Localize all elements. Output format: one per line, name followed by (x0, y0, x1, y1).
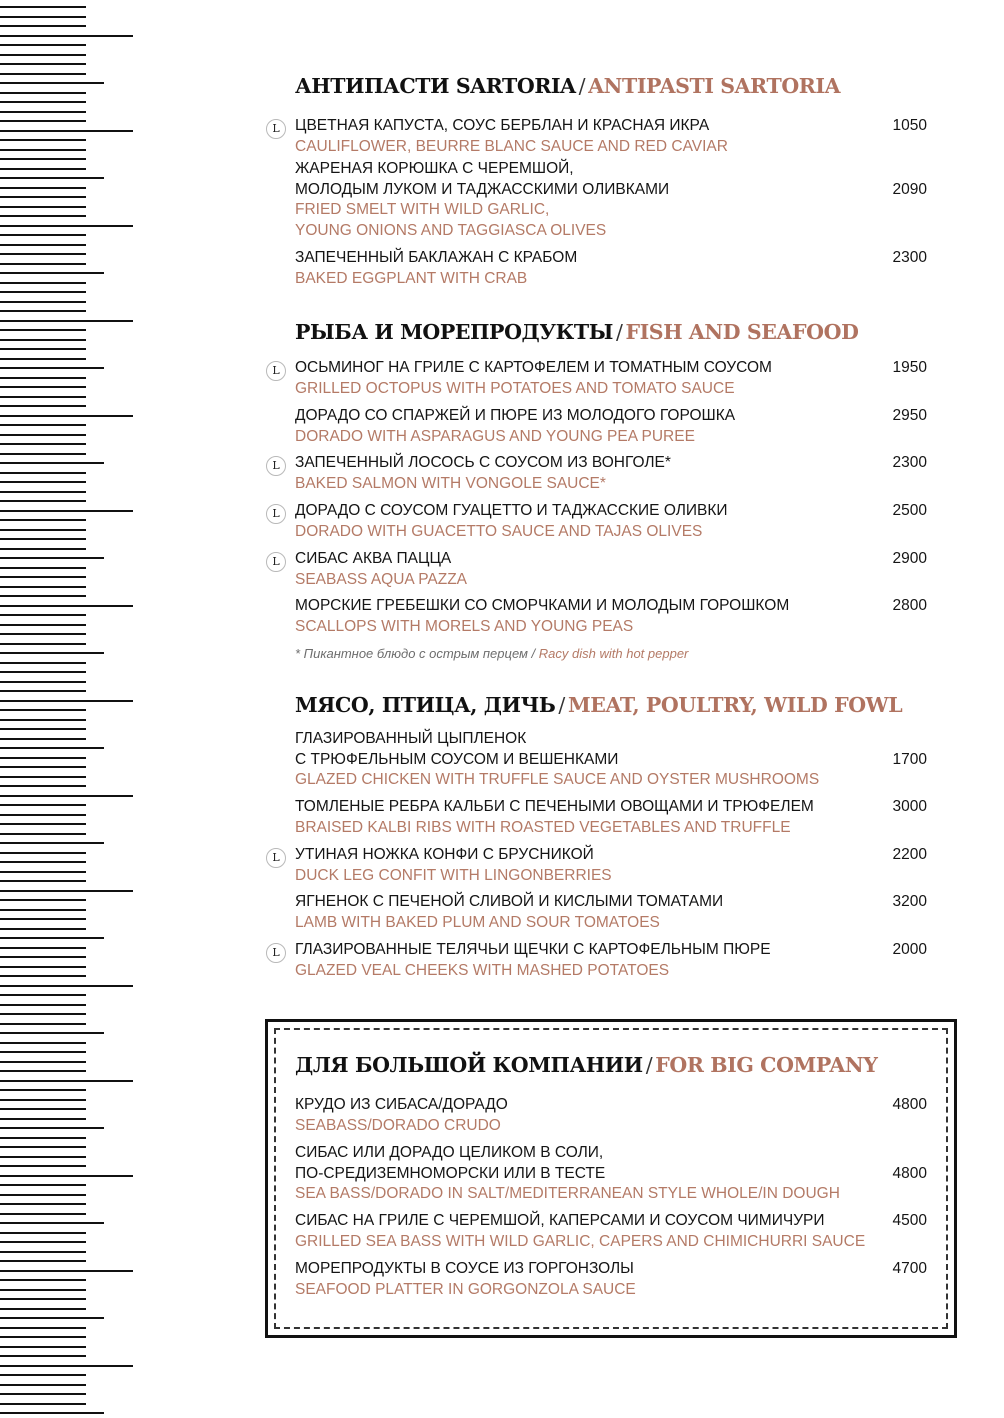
stripe-line (0, 367, 104, 369)
section-title (295, 71, 935, 101)
stripe-line (0, 263, 86, 265)
stripe-line (0, 595, 86, 597)
stripe-line (0, 899, 86, 901)
section-title (295, 690, 935, 720)
stripe-line (0, 130, 133, 132)
stripe-line (0, 1099, 86, 1101)
lenten-badge-icon: L (266, 361, 286, 381)
stripe-line (0, 434, 86, 436)
item-price: 2090 (892, 180, 927, 198)
stripe-line (0, 1327, 86, 1329)
item-price: 4500 (892, 1212, 927, 1229)
stripe-line (0, 329, 86, 331)
stripe-line (0, 358, 86, 360)
stripe-line (0, 652, 104, 654)
stripe-line (0, 44, 86, 46)
menu-section (272, 690, 935, 979)
menu-item (295, 892, 935, 933)
stripe-line (0, 985, 133, 987)
stripe-line (0, 1042, 86, 1044)
stripe-line (0, 1004, 86, 1006)
item-name-en: YOUNG ONIONS AND TAGGIASCA OLIVES (295, 222, 607, 240)
item-name-en: SEAFOOD PLATTER IN GORGONZOLA SAUCE (295, 1280, 636, 1298)
item-price: 3200 (892, 893, 927, 910)
item-name-en: DORADO WITH GUACETTO SAUCE AND TAJAS OLIVES (295, 522, 703, 540)
section-title-en: ANTIPASTI SARTORIA (588, 74, 841, 98)
menu-item (295, 1259, 935, 1300)
item-name-ru: ТОМЛЕНЫЕ РЕБРА КАЛЬБИ С ПЕЧЕНЫМИ ОВОЩАМИ И ТРЮФЕЛЕМ (295, 798, 814, 815)
title-separator: / (578, 74, 586, 98)
item-price: 2950 (892, 407, 927, 424)
stripe-line (0, 871, 86, 873)
stripe-line (0, 662, 86, 664)
stripe-line (0, 196, 86, 198)
stripe-line (0, 215, 86, 217)
item-name-en: GLAZED CHICKEN WITH TRUFFLE SAUCE AND OYSTER MUSHROOMS (295, 771, 820, 789)
stripe-line (0, 567, 86, 569)
item-name-ru: МОРСКИЕ ГРЕБЕШКИ СО СМОРЧКАМИ И МОЛОДЫМ ГОРОШКОМ (295, 597, 790, 614)
item-name-en: GRILLED SEA BASS WITH WILD GARLIC, CAPERS AND CHIMICHURRI SAUCE (295, 1232, 866, 1250)
menu-section (272, 317, 935, 661)
lenten-badge-icon: L (266, 456, 286, 476)
stripe-line (0, 757, 86, 759)
menu-item (295, 797, 935, 838)
lenten-badge-icon: L (266, 552, 286, 572)
stripe-line (0, 472, 86, 474)
stripe-line (0, 253, 86, 255)
stripe-line (0, 1289, 86, 1291)
item-name-ru: ЗАПЕЧЕННЫЙ ЛОСОСЬ С СОУСОМ ИЗ ВОНГОЛЕ* (295, 454, 671, 471)
stripe-line (0, 1232, 86, 1234)
item-name-ru: ДОРАДО С СОУСОМ ГУАЦЕТТО И ТАДЖАССКИЕ ОЛИВКИ (295, 502, 728, 519)
stripe-line (0, 557, 104, 559)
section-title-ru: ДЛЯ БОЛЬШОЙ КОМПАНИИ (295, 1053, 643, 1077)
section-title-en: FISH AND SEAFOOD (625, 320, 859, 344)
stripe-line (0, 614, 86, 616)
stripe-line (0, 1061, 86, 1063)
item-price: 4800 (892, 1096, 927, 1113)
item-name-ru: С ТРЮФЕЛЬНЫМ СОУСОМ И ВЕШЕНКАМИ (295, 750, 619, 768)
stripe-line (0, 1032, 104, 1034)
menu-item (272, 845, 935, 886)
stripe-line (0, 1374, 86, 1376)
item-name-ru: ГЛАЗИРОВАННЫЕ ТЕЛЯЧЬИ ЩЕЧКИ С КАРТОФЕЛЬНЫМ ПЮРЕ (295, 941, 771, 958)
stripe-line (0, 63, 86, 65)
stripe-line (0, 804, 86, 806)
stripe-line (0, 1137, 86, 1139)
item-name-en: GLAZED VEAL CHEEKS WITH MASHED POTATOES (295, 961, 670, 979)
stripe-line (0, 1317, 104, 1319)
stripe-line (0, 6, 86, 8)
stripe-line (0, 1194, 86, 1196)
stripe-line (0, 586, 86, 588)
menu-item (272, 501, 935, 542)
item-name-en: LAMB WITH BAKED PLUM AND SOUR TOMATOES (295, 913, 660, 931)
item-name-en: BAKED EGGPLANT WITH CRAB (295, 269, 528, 287)
stripe-line (0, 1013, 86, 1015)
item-name-ru: ЦВЕТНАЯ КАПУСТА, СОУС БЕРБЛАН И КРАСНАЯ ИКРА (295, 117, 710, 134)
stripe-line (0, 291, 86, 293)
stripe-line (0, 54, 86, 56)
stripe-line (0, 339, 86, 341)
stripe-line (0, 225, 133, 227)
stripe-line (0, 453, 86, 455)
stripe-line (0, 909, 86, 911)
menu-item (272, 116, 935, 157)
stripe-line (0, 101, 86, 103)
stripe-line (0, 947, 86, 949)
stripe-line (0, 405, 86, 407)
stripe-line (0, 1089, 86, 1091)
stripe-line (0, 975, 86, 977)
stripe-line (0, 139, 86, 141)
stripe-line (0, 1023, 86, 1025)
item-name-ru: ГЛАЗИРОВАННЫЙ ЦЫПЛЕНОК (295, 730, 527, 747)
item-name-ru: ДОРАДО СО СПАРЖЕЙ И ПЮРЕ ИЗ МОЛОДОГО ГОРОШКА (295, 407, 736, 424)
item-price: 4800 (892, 1164, 927, 1182)
stripe-line (0, 481, 86, 483)
stripe-line (0, 690, 86, 692)
lenten-badge-icon: L (266, 943, 286, 963)
menu-item (272, 358, 935, 399)
item-name-en: SEABASS/DORADO CRUDO (295, 1116, 501, 1134)
item-name-en: SEABASS AQUA PAZZA (295, 570, 467, 588)
item-name-ru: ЯГНЕНОК С ПЕЧЕНОЙ СЛИВОЙ И КИСЛЫМИ ТОМАТАМИ (295, 893, 724, 910)
stripe-line (0, 538, 86, 540)
item-price: 4700 (892, 1260, 927, 1277)
section-title-en: MEAT, POULTRY, WILD FOWL (567, 693, 903, 717)
stripe-line (0, 111, 86, 113)
stripe-line (0, 1108, 86, 1110)
stripe-line (0, 1080, 133, 1082)
stripe-line (0, 1308, 86, 1310)
item-price: 2300 (892, 454, 927, 471)
stripe-line (0, 880, 86, 882)
item-name-ru: КРУДО ИЗ СИБАСА/ДОРАДО (295, 1096, 508, 1113)
stripe-line (0, 462, 104, 464)
stripe-line (0, 814, 86, 816)
stripe-line (0, 1156, 86, 1158)
title-separator: / (645, 1053, 653, 1077)
stripe-line (0, 25, 86, 27)
item-price: 1700 (892, 750, 927, 768)
stripe-line (0, 1393, 86, 1395)
stripe-line (0, 1175, 133, 1177)
stripe-line (0, 443, 86, 445)
stripe-line (0, 1251, 86, 1253)
stripe-line (0, 1365, 133, 1367)
stripe-line (0, 1260, 86, 1262)
stripe-line (0, 576, 86, 578)
item-name-ru: ОСЬМИНОГ НА ГРИЛЕ С КАРТОФЕЛЕМ И ТОМАТНЫМ СОУСОМ (295, 359, 772, 376)
stripe-line (0, 1184, 86, 1186)
menu-item (272, 940, 935, 981)
menu-section (295, 1050, 935, 1298)
stripe-line (0, 966, 86, 968)
stripe-line (0, 890, 133, 892)
menu-item (295, 1211, 935, 1252)
stripe-line (0, 700, 133, 702)
title-separator: / (615, 320, 623, 344)
item-name-ru: СИБАС АКВА ПАЦЦА (295, 550, 452, 567)
menu-item (295, 1095, 935, 1136)
stripe-line (0, 776, 86, 778)
stripe-line (0, 82, 104, 84)
item-name-en: CAULIFLOWER, BEURRE BLANC SAUCE AND RED CAVIAR (295, 137, 728, 155)
stripe-line (0, 766, 86, 768)
item-name-en: BAKED SALMON WITH VONGOLE SAUCE* (295, 474, 606, 492)
section-title (295, 1050, 935, 1080)
lenten-badge-icon: L (266, 119, 286, 139)
stripe-line (0, 1298, 86, 1300)
stripe-line (0, 643, 86, 645)
stripe-line (0, 928, 86, 930)
item-price: 1050 (892, 117, 927, 134)
item-name-en: BRAISED KALBI RIBS WITH ROASTED VEGETABLES AND TRUFFLE (295, 818, 791, 836)
stripe-line (0, 1213, 86, 1215)
item-name-en: DORADO WITH ASPARAGUS AND YOUNG PEA PUREE (295, 427, 695, 445)
stripe-line (0, 738, 86, 740)
stripe-line (0, 519, 86, 521)
stripe-line (0, 424, 86, 426)
menu-item (295, 248, 935, 289)
stripe-line (0, 120, 86, 122)
menu-item (295, 406, 935, 447)
stripe-line (0, 861, 86, 863)
section-title-ru: РЫБА И МОРЕПРОДУКТЫ (295, 320, 613, 344)
stripe-line (0, 918, 86, 920)
stripe-line (0, 234, 86, 236)
item-name-en: DUCK LEG CONFIT WITH LINGONBERRIES (295, 866, 612, 884)
stripe-line (0, 1127, 104, 1129)
stripe-line (0, 1165, 86, 1167)
menu-item (295, 159, 935, 242)
stripe-line (0, 624, 86, 626)
stripe-line (0, 35, 133, 37)
item-name-en: FRIED SMELT WITH WILD GARLIC, (295, 201, 550, 219)
stripe-line (0, 671, 86, 673)
stripe-line (0, 1070, 86, 1072)
stripe-line (0, 529, 86, 531)
item-name-ru: МОРЕПРОДУКТЫ В СОУСЕ ИЗ ГОРГОНЗОЛЫ (295, 1260, 634, 1277)
item-price: 2500 (892, 502, 927, 519)
stripe-line (0, 377, 86, 379)
stripe-line (0, 1355, 86, 1357)
stripe-line (0, 386, 86, 388)
stripe-line (0, 548, 86, 550)
footnote-en: Racy dish with hot pepper (538, 646, 689, 661)
stripe-line (0, 1412, 104, 1414)
stripe-line (0, 709, 86, 711)
stripe-line (0, 348, 86, 350)
menu-item (295, 1143, 935, 1205)
item-name-en: SCALLOPS WITH MORELS AND YOUNG PEAS (295, 617, 634, 635)
stripe-line (0, 633, 86, 635)
item-price: 2900 (892, 550, 927, 567)
item-price: 2000 (892, 941, 927, 958)
stripe-line (0, 396, 86, 398)
menu-item (272, 549, 935, 590)
stripe-line (0, 823, 86, 825)
stripe-line (0, 168, 86, 170)
section-title (295, 317, 935, 347)
stripe-line (0, 937, 104, 939)
stripe-line (0, 1384, 86, 1386)
stripe-line (0, 301, 86, 303)
item-name-ru: ПО-СРЕДИЗЕМНОМОРСКИ ИЛИ В ТЕСТЕ (295, 1164, 606, 1182)
stripe-line (0, 1346, 86, 1348)
stripe-line (0, 795, 133, 797)
decorative-stripes (0, 0, 140, 1418)
stripe-line (0, 415, 133, 417)
stripe-line (0, 1241, 86, 1243)
stripe-line (0, 785, 86, 787)
stripe-line (0, 73, 86, 75)
item-name-en: SEA BASS/DORADO IN SALT/MEDITERRANEAN STYLE WHOLE/IN DOUGH (295, 1185, 840, 1203)
item-price: 3000 (892, 798, 927, 815)
spicy-footnote (295, 645, 688, 662)
item-name-ru: МОЛОДЫМ ЛУКОМ И ТАДЖАССКИМИ ОЛИВКАМИ (295, 180, 670, 198)
item-name-ru: УТИНАЯ НОЖКА КОНФИ С БРУСНИКОЙ (295, 846, 594, 863)
stripe-line (0, 1222, 104, 1224)
item-price: 2200 (892, 846, 927, 863)
item-price: 1950 (892, 359, 927, 376)
section-title-en: FOR BIG COMPANY (655, 1053, 878, 1077)
stripe-line (0, 681, 86, 683)
item-price: 2800 (892, 597, 927, 614)
stripe-line (0, 272, 104, 274)
item-name-ru: ЖАРЕНАЯ КОРЮШКА С ЧЕРЕМШОЙ, (295, 160, 574, 177)
stripe-line (0, 206, 86, 208)
stripe-line (0, 1203, 86, 1205)
stripe-line (0, 158, 86, 160)
item-price: 2300 (892, 249, 927, 266)
item-name-ru: ЗАПЕЧЕННЫЙ БАКЛАЖАН С КРАБОМ (295, 249, 578, 266)
stripe-line (0, 310, 86, 312)
title-separator: / (558, 693, 565, 717)
stripe-line (0, 1146, 86, 1148)
stripe-line (0, 500, 86, 502)
item-name-ru: СИБАС НА ГРИЛЕ С ЧЕРЕМШОЙ, КАПЕРСАМИ И СОУСОМ ЧИМИЧУРИ (295, 1212, 825, 1229)
stripe-line (0, 842, 104, 844)
stripe-line (0, 16, 86, 18)
menu-section (272, 71, 935, 287)
stripe-line (0, 956, 86, 958)
stripe-line (0, 244, 86, 246)
stripe-line (0, 1051, 86, 1053)
stripe-line (0, 994, 86, 996)
stripe-line (0, 320, 133, 322)
stripe-line (0, 747, 104, 749)
item-name-en: GRILLED OCTOPUS WITH POTATOES AND TOMATO SAUCE (295, 379, 735, 397)
lenten-badge-icon: L (266, 848, 286, 868)
menu-item (295, 729, 935, 791)
stripe-line (0, 282, 86, 284)
stripe-line (0, 510, 133, 512)
stripe-line (0, 728, 86, 730)
stripe-line (0, 1279, 86, 1281)
stripe-line (0, 149, 86, 151)
stripe-line (0, 1270, 133, 1272)
stripe-line (0, 1403, 86, 1405)
stripe-line (0, 491, 86, 493)
section-title-ru: МЯСО, ПТИЦА, ДИЧЬ (295, 693, 556, 717)
stripe-line (0, 605, 133, 607)
stripe-line (0, 187, 86, 189)
stripe-line (0, 852, 86, 854)
menu-item (272, 453, 935, 494)
section-title-ru: АНТИПАСТИ SARTORIA (295, 74, 576, 98)
stripe-line (0, 719, 86, 721)
stripe-line (0, 833, 86, 835)
lenten-badge-icon: L (266, 504, 286, 524)
stripe-line (0, 177, 104, 179)
footnote-ru: * Пикантное блюдо с острым перцем / (295, 646, 539, 661)
menu-item (295, 596, 935, 637)
stripe-line (0, 1336, 86, 1338)
item-name-ru: СИБАС ИЛИ ДОРАДО ЦЕЛИКОМ В СОЛИ, (295, 1144, 604, 1161)
stripe-line (0, 92, 86, 94)
stripe-line (0, 1118, 86, 1120)
